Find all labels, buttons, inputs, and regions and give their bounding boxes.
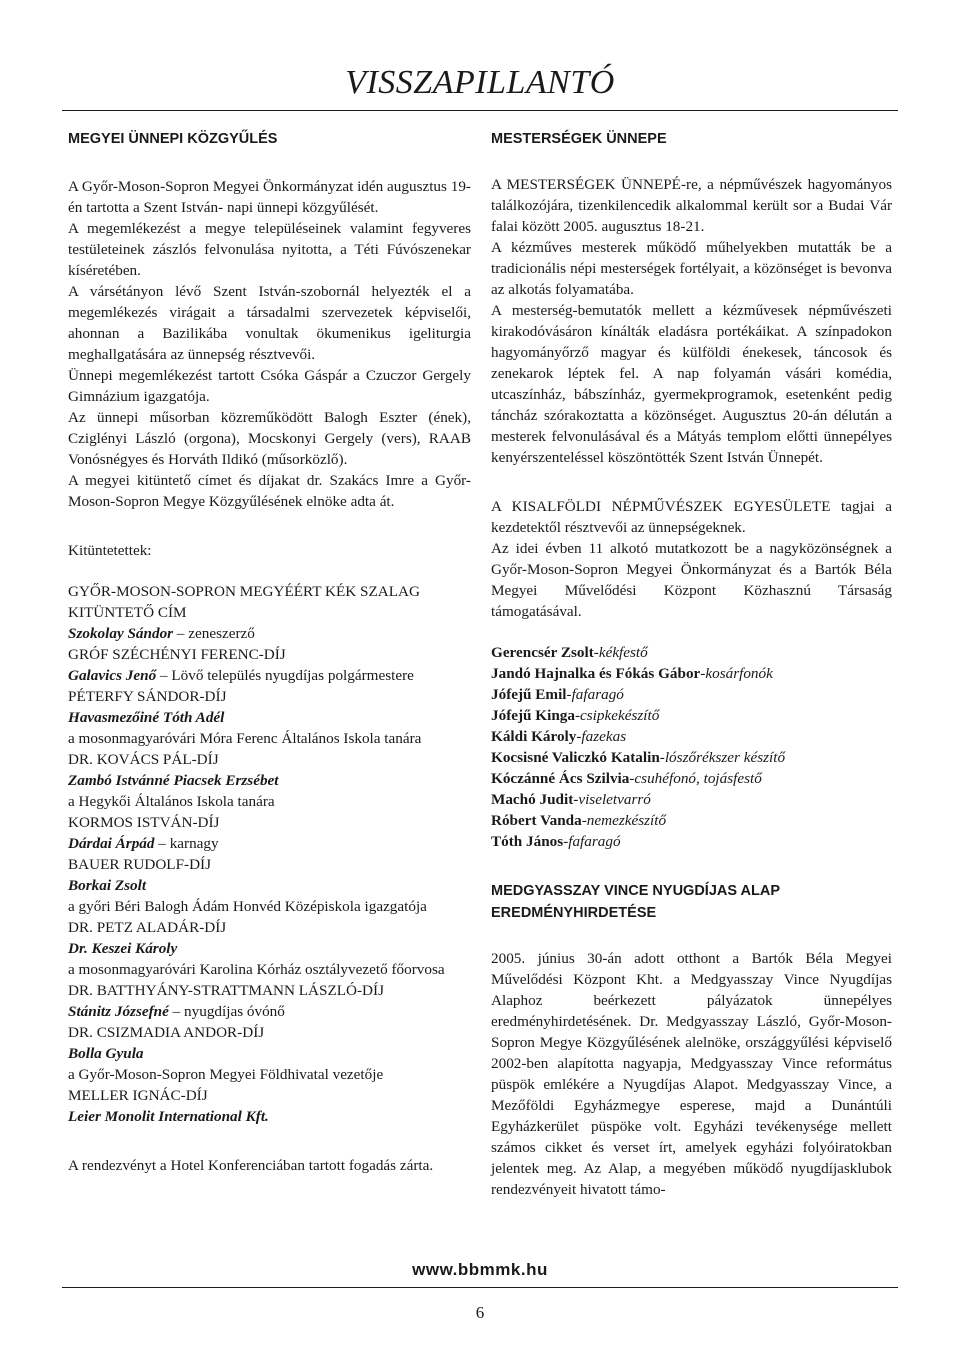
craftsman-role: -csuhéfonó, tojásfestő bbox=[629, 770, 762, 787]
craftsman-list bbox=[491, 642, 892, 852]
craftsman-role: -lószőrékszer készítő bbox=[659, 749, 786, 766]
award-recipient-desc: – Lövő település nyugdíjas polgármestere bbox=[156, 667, 414, 684]
award-recipient-name: Borkai Zsolt bbox=[68, 877, 147, 894]
footer-divider bbox=[62, 1287, 898, 1288]
section-heading-kozgyules: MEGYEI ÜNNEPI KÖZGYŰLÉS bbox=[68, 131, 278, 147]
award-title: BAUER RUDOLF-DÍJ bbox=[68, 856, 212, 873]
list-item bbox=[491, 642, 892, 663]
page-section-title: VISSZAPILLANTÓ bbox=[345, 64, 615, 101]
paragraph: A MESTERSÉGEK ÜNNEPÉ-re, a népművészek hagyományos találkozójára, tizenkilencedik alkalommal került sor a Budai Vár falai között 2005. augusztus 18-21. bbox=[491, 176, 892, 235]
award-title: DR. PETZ ALADÁR-DÍJ bbox=[68, 919, 227, 936]
paragraph: A Győr-Moson-Sopron Megyei Önkormányzat idén augusztus 19-én tartotta a Szent István- napi ünnepi közgyűlését. bbox=[68, 178, 471, 216]
craftsman-name: Machó Judit bbox=[491, 791, 574, 808]
craftsman-role: -fafaragó bbox=[566, 686, 624, 703]
website-link[interactable]: www.bbmmk.hu bbox=[412, 1260, 548, 1279]
list-item bbox=[491, 831, 892, 852]
paragraph: Az idei évben 11 alkotó mutatkozott be a nagyközönségnek a Győr-Moson-Sopron Megyei Önkormányzat és a Bartók Béla Megyei Művelődési Központ Közhasznú Társaság támogatásával. bbox=[491, 540, 892, 620]
award-recipient-desc: a Hegykői Általános Iskola tanára bbox=[68, 793, 275, 810]
award-title: GRÓF SZÉCHÉNYI FERENC-DÍJ bbox=[68, 646, 286, 663]
craftsman-name: Kocsisné Valiczkó Katalin bbox=[491, 749, 660, 766]
list-item bbox=[491, 726, 892, 747]
list-item bbox=[491, 663, 892, 684]
spacer bbox=[68, 512, 471, 540]
award-recipient bbox=[68, 1001, 471, 1022]
award-recipient-name: Havasmezőiné Tóth Adél bbox=[68, 709, 225, 726]
craftsman-name: Róbert Vanda bbox=[491, 812, 582, 829]
award-recipient-desc: a mosonmagyaróvári Móra Ferenc Általános Iskola tanára bbox=[68, 730, 422, 747]
award-recipient-desc: a mosonmagyaróvári Karolina Kórház osztályvezető főorvosa bbox=[68, 961, 445, 978]
awards-intro: Kitüntetettek: bbox=[68, 542, 152, 559]
craftsman-role: -fazekas bbox=[576, 728, 627, 745]
list-item bbox=[491, 747, 892, 768]
list-item bbox=[491, 705, 892, 726]
closing-paragraph: A rendezvényt a Hotel Konferenciában tartott fogadás zárta. bbox=[68, 1157, 434, 1174]
award-recipient-desc: – karnagy bbox=[154, 835, 219, 852]
award-recipient-desc: – zeneszerző bbox=[173, 625, 255, 642]
award-list bbox=[68, 581, 471, 1127]
craftsman-name: Kóczánné Ács Szilvia bbox=[491, 770, 630, 787]
craftsman-name: Gerencsér Zsolt bbox=[491, 644, 594, 661]
paragraph: Ünnepi megemlékezést tartott Csóka Gáspár a Czuczor Gergely Gimnázium igazgatója. bbox=[68, 367, 471, 405]
paragraph: A vársétányon lévő Szent István-szobornál helyezték el a megemlékezés virágait a társadalmi szervezetek képviselői, ahonnan a Bazilikába vonultak ökumenikus igeliturgia meghallgatására az ünnepség résztvevői. bbox=[68, 283, 471, 363]
craftsman-name: Tóth János bbox=[491, 833, 564, 850]
list-item bbox=[491, 768, 892, 789]
page-number: 6 bbox=[475, 1303, 485, 1322]
award-title: MELLER IGNÁC-DÍJ bbox=[68, 1087, 208, 1104]
award-recipient bbox=[68, 623, 471, 644]
paragraph: 2005. június 30-án adott otthont a Bartók Béla Megyei Művelődési Központ Kht. a Medgyasszay Vince Nyugdíjas Alaphoz beérkezett pályázatok ünnepélyes eredményhirdetésének. Dr. Medgyasszay László, Győr-Moson-Sopron Megye Közgyűlésének alelnöke, országgyűlési képviselő 2002-ben alapította nagyapja, Medgyasszay Vince református püspök emlékére a Nyugdíjas Alapot. Medgyasszay Vince, a Mezőföldi Egyházmegye esperese, majd a Dunántúli Egyházkerület püspöke volt. Egyházi tevékenysége mellett számos cikket és verset írt, amelyek egyházi folyóiratokban jelentek meg. Az Alap, a megyében működő nyugdíjasklubok rendezvényeit hivatott támo- bbox=[491, 950, 892, 1198]
award-recipient-desc: – nyugdíjas óvónő bbox=[168, 1003, 285, 1020]
list-item bbox=[491, 789, 892, 810]
award-title: DR. CSIZMADIA ANDOR-DÍJ bbox=[68, 1024, 265, 1041]
award-title: DR. KOVÁCS PÁL-DÍJ bbox=[68, 751, 219, 768]
award-recipient-name: Bolla Gyula bbox=[68, 1045, 144, 1062]
craftsman-name: Jandó Hajnalka és Fókás Gábor bbox=[491, 665, 701, 682]
award-title: PÉTERFY SÁNDOR-DÍJ bbox=[68, 688, 227, 705]
award-recipient-name: Galavics Jenő bbox=[68, 667, 157, 684]
craftsman-name: Jófejű Emil bbox=[491, 686, 567, 703]
paragraph: A KISALFÖLDI NÉPMŰVÉSZEK EGYESÜLETE tagjai a kezdetektől résztvevői az ünnepségeknek. bbox=[491, 498, 892, 536]
section-heading-medgyasszay: MEDGYASSZAY VINCE NYUGDÍJAS ALAP EREDMÉNYHIRDETÉSE bbox=[491, 883, 780, 921]
spacer bbox=[491, 468, 892, 496]
award-recipient bbox=[68, 665, 471, 686]
paragraph: A kézműves mesterek működő műhelyekben mutatták be a tradicionális népi mesterségek fortélyait, a közönséget is bevonva az alkotás folyamatába. bbox=[491, 239, 892, 298]
right-column bbox=[491, 128, 892, 1200]
craftsman-role: -viseletvarró bbox=[573, 791, 651, 808]
paragraph: A megemlékezést a megye településeinek valamint fegyveres testületeinek zászlós felvonulása nyitotta, a Téti Fúvószenekar kíséretében. bbox=[68, 220, 471, 279]
craftsman-role: -nemezkészítő bbox=[581, 812, 667, 829]
spacer bbox=[68, 561, 471, 581]
award-recipient bbox=[68, 833, 471, 854]
award-title: GYŐR-MOSON-SOPRON MEGYÉÉRT KÉK SZALAG KITÜNTETŐ CÍM bbox=[68, 583, 420, 621]
award-title: KORMOS ISTVÁN-DÍJ bbox=[68, 814, 220, 831]
craftsman-role: -fafaragó bbox=[563, 833, 621, 850]
paragraph: Az ünnepi műsorban közreműködött Balogh Eszter (ének), Cziglényi László (orgona), Mocskonyi Gergely (vers), RAAB Vonósnégyes és Horváth Ildikó (műsorközlő). bbox=[68, 409, 471, 468]
award-title: DR. BATTHYÁNY-STRATTMANN LÁSZLÓ-DÍJ bbox=[68, 982, 384, 999]
craftsman-role: -kosárfonók bbox=[700, 665, 773, 682]
award-recipient-name: Stánitz Józsefné bbox=[68, 1003, 169, 1020]
award-recipient-desc: a Győr-Moson-Sopron Megyei Földhivatal vezetője bbox=[68, 1066, 384, 1083]
list-item bbox=[491, 810, 892, 831]
award-recipient-name: Szokolay Sándor bbox=[68, 625, 174, 642]
spacer bbox=[68, 1127, 471, 1155]
paragraph: A mesterség-bemutatók mellett a kézművesek népművészeti kirakodóvásáron kínálták eladásra portékáikat. A színpadokon hagyományőrző magyar és külföldi énekesek, táncosok és zenekarok léptek fel. A nap folyamán vásári komédia, utcaszínház, bábszínház, gyermekprogramok, esetenként pedig táncház szórakoztatta a közönséget. Augusztus 20-án délután a mesterek felvonulásával és a Mátyás templom előtti ünnepélyes kenyérszenteléssel köszöntötték Szent István Ünnepét. bbox=[491, 302, 892, 466]
header-divider bbox=[62, 110, 898, 111]
section-heading-mestersegek: MESTERSÉGEK ÜNNEPE bbox=[491, 131, 667, 147]
award-recipient-name: Dr. Keszei Károly bbox=[68, 940, 178, 957]
craftsman-role: -kékfestő bbox=[593, 644, 648, 661]
craftsman-name: Káldi Károly bbox=[491, 728, 577, 745]
award-recipient-name: Leier Monolit International Kft. bbox=[68, 1108, 269, 1125]
award-recipient-desc: a győri Béri Balogh Ádám Honvéd Középiskola igazgatója bbox=[68, 898, 427, 915]
list-item bbox=[491, 684, 892, 705]
spacer bbox=[491, 622, 892, 642]
paragraph: A megyei kitüntető címet és díjakat dr. Szakács Imre a Győr-Moson-Sopron Megye Közgyűlésének elnöke adta át. bbox=[68, 472, 471, 510]
spacer bbox=[491, 852, 892, 880]
craftsman-role: -csipkekészítő bbox=[574, 707, 660, 724]
left-column bbox=[68, 128, 471, 1176]
award-recipient-name: Zambó Istvánné Piacsek Erzsébet bbox=[68, 772, 279, 789]
craftsman-name: Jófejű Kinga bbox=[491, 707, 575, 724]
award-recipient-name: Dárdai Árpád bbox=[68, 835, 155, 852]
